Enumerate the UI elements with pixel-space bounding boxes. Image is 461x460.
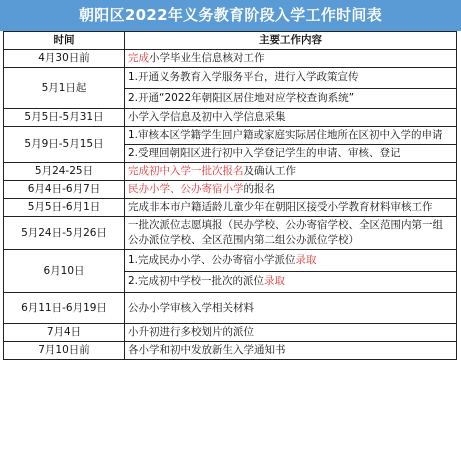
task-cell [125, 342, 457, 360]
table-row [4, 68, 457, 89]
header-time: 时间 [4, 32, 125, 50]
task-text: 及确认工作 [243, 165, 296, 177]
task-text: 公办小学审核入学相关材料 [128, 301, 254, 314]
task-cell [125, 109, 457, 127]
time-cell: 6月10日 [4, 250, 125, 293]
task-cell [125, 199, 457, 217]
task-text: 2.开通“2022年朝阳区居住地对应学校查询系统” [128, 91, 355, 104]
time-cell: 5月1日起 [4, 68, 125, 109]
task-cell [125, 181, 457, 199]
time-cell: 6月4日-6月7日 [4, 181, 125, 199]
table-row [4, 293, 457, 324]
task-cell [125, 293, 457, 324]
schedule-table [3, 31, 457, 360]
task-cell [125, 163, 457, 181]
time-cell: 5月24-25日 [4, 163, 125, 181]
table-row [4, 163, 457, 181]
task-text: 2.完成初中学校一批次的派位 [128, 275, 265, 288]
task-highlight: 民办小学、公办寄宿小学 [128, 183, 244, 195]
header-row [4, 32, 457, 50]
time-cell: 5月9日-5月15日 [4, 127, 125, 163]
task-text: 完成非本市户籍适龄儿童少年在朝阳区接受小学教育材料审核工作 [128, 201, 433, 213]
task-text: 1.完成民办小学、公办寄宿小学派位 [128, 253, 296, 266]
task-text: 一批次派位志愿填报（民办学校、公办寄宿学校、全区范围内第一组公办派位学校、全区范围内第二组公办派位学校） [128, 219, 443, 246]
task-text: 小学入学信息及初中入学信息采集 [128, 111, 286, 123]
task-highlight: 录取 [295, 253, 317, 266]
task-text: 各小学和初中发放新生入学通知书 [128, 344, 286, 356]
task-cell [125, 50, 457, 68]
task-cell [125, 68, 457, 89]
task-highlight: 完成 [128, 52, 149, 64]
time-cell: 4月30日前 [4, 50, 125, 68]
header-task: 主要工作内容 [125, 32, 457, 50]
time-cell: 7月10日前 [4, 342, 125, 360]
task-cell [125, 127, 457, 145]
page-title: 朝阳区2022年义务教育阶段入学工作时间表 [0, 0, 461, 31]
table-row [4, 324, 457, 342]
task-text: 1.开通义务教育入学服务平台，进行入学政策宣传 [128, 71, 359, 84]
task-cell [125, 324, 457, 342]
task-cell [125, 250, 457, 272]
table-row [4, 250, 457, 272]
task-text: 小学毕业生信息核对工作 [149, 52, 265, 64]
time-cell: 5月24日-5月26日 [4, 217, 125, 250]
time-cell: 5月5日-5月31日 [4, 109, 125, 127]
task-cell [125, 217, 457, 250]
table-row [4, 342, 457, 360]
table-row [4, 50, 457, 68]
task-cell [125, 271, 457, 293]
task-cell [125, 145, 457, 163]
table-row [4, 127, 457, 145]
task-text: 小升初进行多校划片的派位 [128, 326, 254, 338]
task-cell [125, 88, 457, 109]
time-cell: 5月5日-6月1日 [4, 199, 125, 217]
table-row [4, 217, 457, 250]
table-row [4, 199, 457, 217]
task-text: 2.受理回朝阳区进行初中入学登记学生的申请、审核、登记 [128, 147, 401, 159]
table-row [4, 181, 457, 199]
time-cell: 7月4日 [4, 324, 125, 342]
task-highlight: 完成初中入学一批次报名 [128, 165, 244, 177]
task-highlight: 录取 [264, 275, 286, 288]
task-text: 1.审核本区学籍学生回户籍或家庭实际居住地所在区初中入学的申请 [128, 129, 443, 141]
task-text: 的报名 [243, 183, 275, 195]
table-row [4, 109, 457, 127]
time-cell: 6月11日-6月19日 [4, 293, 125, 324]
